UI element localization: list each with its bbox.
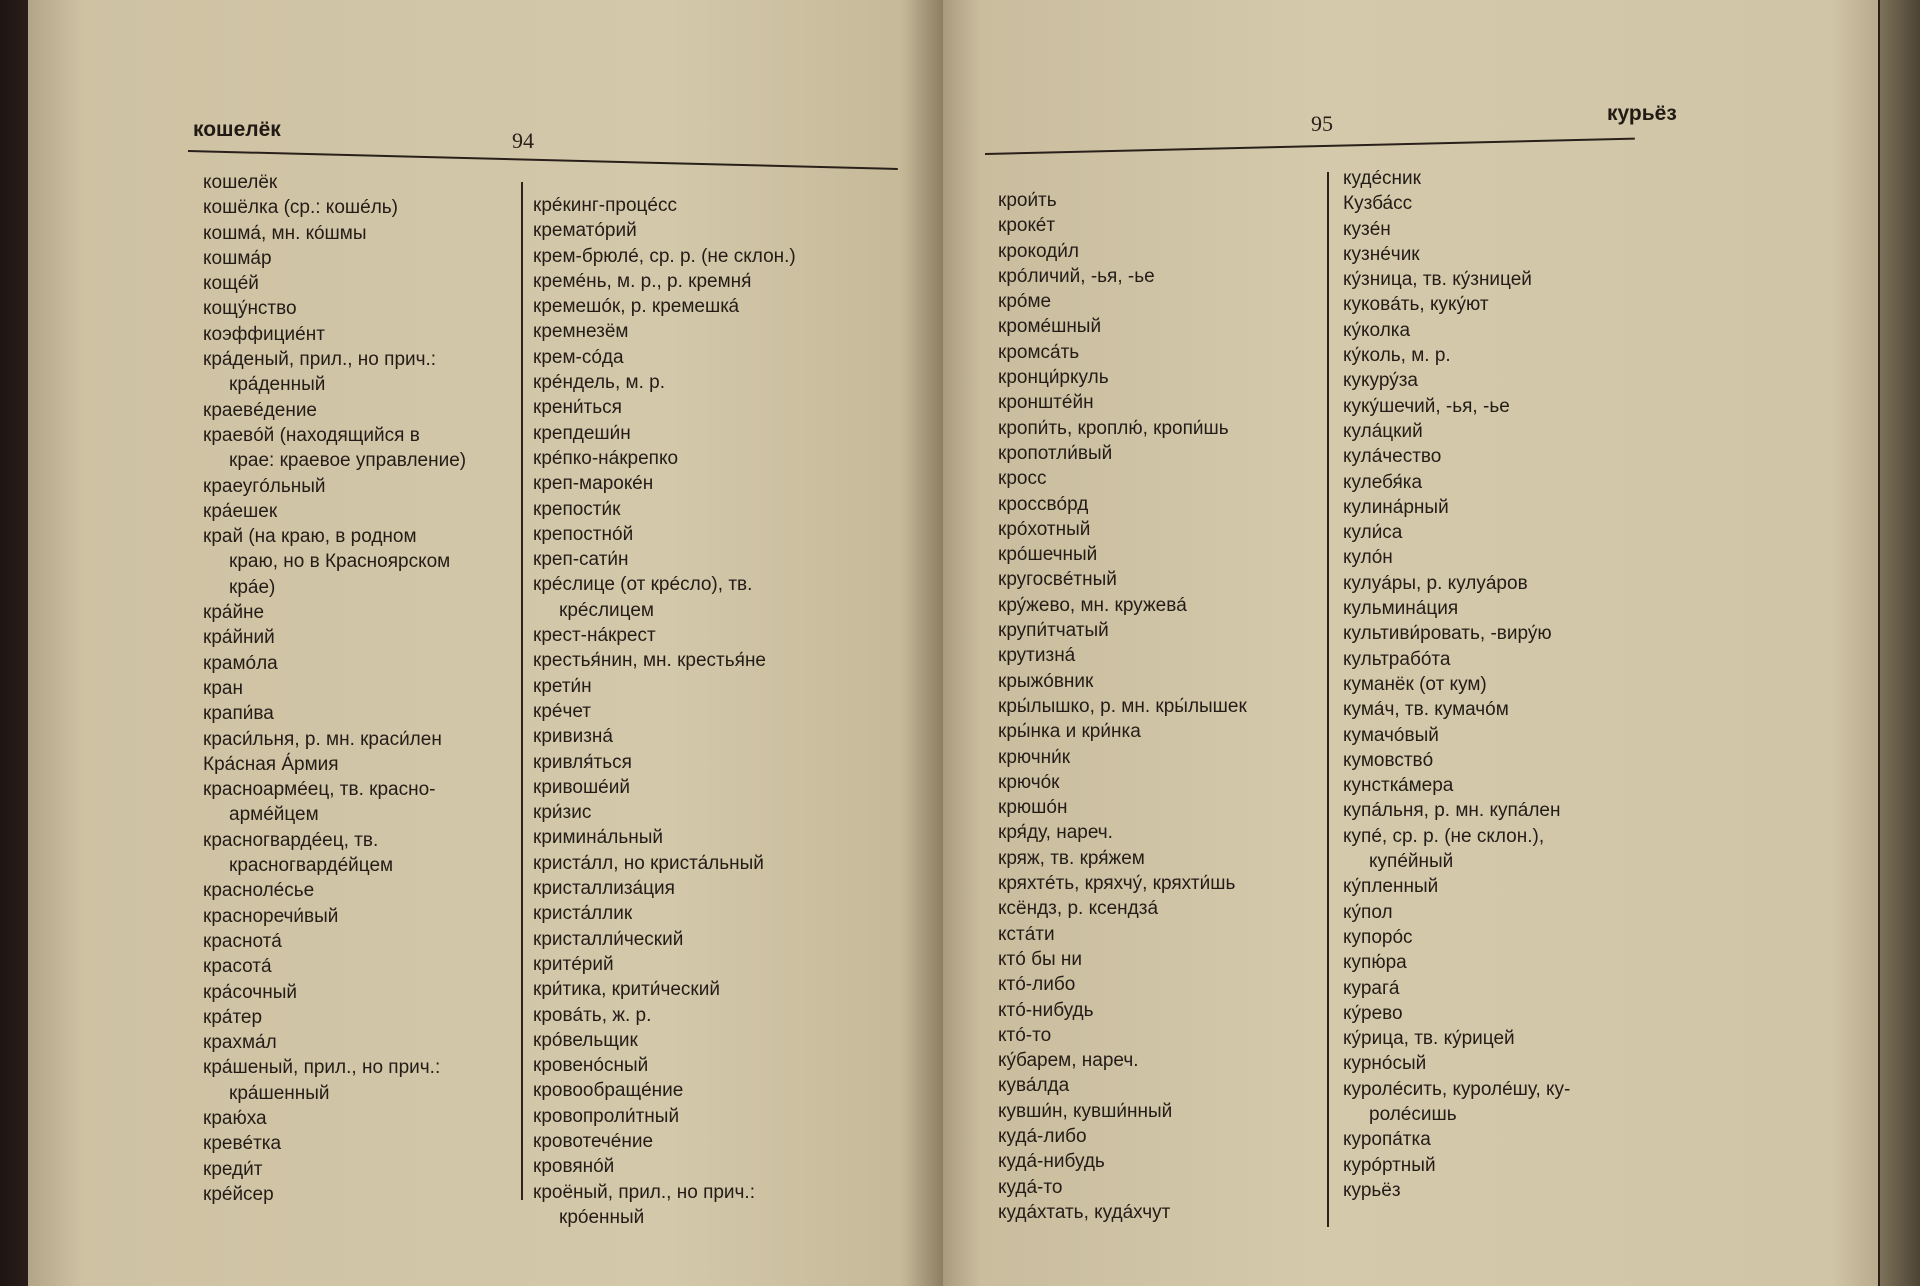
dictionary-entry: краснолéсье	[203, 880, 315, 902]
dictionary-entry: креп-марокéн	[533, 473, 654, 495]
dictionary-entry: крюшóн	[998, 797, 1068, 819]
dictionary-entry: кримина́льный	[533, 827, 663, 849]
dictionary-entry: кровенóсный	[533, 1055, 649, 1077]
dictionary-entry: кощу́нство	[203, 298, 297, 320]
dictionary-entry: кулáчество	[1343, 446, 1442, 468]
dictionary-entry: кронштéйн	[998, 392, 1094, 414]
dictionary-entry: ку́рево	[1343, 1002, 1403, 1024]
dictionary-entry: кругосвéтный	[998, 569, 1117, 591]
dictionary-entry: кронци́ркуль	[998, 367, 1109, 389]
right-page-number: 95	[1311, 111, 1333, 136]
dictionary-entry: кросс	[998, 468, 1047, 490]
dictionary-entry: кува́лда	[998, 1075, 1070, 1097]
dictionary-entry: крутизнá	[998, 645, 1076, 667]
dictionary-entry: купорóс	[1343, 926, 1413, 948]
dictionary-entry: ролéсишь	[1369, 1103, 1457, 1125]
dictionary-entry: креп-сати́н	[533, 549, 629, 571]
dictionary-entry: крае: краевое управление)	[229, 450, 467, 472]
dictionary-entry: кра́денный	[229, 374, 326, 396]
dictionary-entry: краеугóльный	[203, 475, 326, 497]
dictionary-entry: краю́ха	[203, 1107, 267, 1129]
dictionary-entry: кра́йне	[203, 602, 265, 624]
dictionary-entry: красноармéец, тв. красно-	[203, 779, 436, 801]
dictionary-entry: кривизнá	[533, 726, 613, 748]
dictionary-entry: кроёный, прил., но прич.:	[533, 1181, 755, 1203]
dictionary-entry: крéндель, м. р.	[533, 372, 665, 394]
dictionary-entry: кривошéий	[533, 776, 630, 798]
dictionary-entry: курьёз	[1343, 1179, 1401, 1201]
left-column-1	[203, 170, 538, 1207]
dictionary-entry: кувши́н, кувши́нный	[998, 1100, 1173, 1122]
dictionary-entry: кремнезём	[533, 321, 629, 343]
dictionary-entry: краси́льня, р. мн. краси́лен	[203, 728, 442, 750]
right-column-1	[998, 188, 1333, 1225]
dictionary-entry: крокéт	[998, 215, 1056, 237]
dictionary-entry: кулáцкий	[1343, 420, 1423, 442]
dictionary-entry: куманёк (от кум)	[1343, 673, 1487, 695]
dictionary-entry: армéйцем	[229, 804, 319, 826]
dictionary-entry: кромса́ть	[998, 341, 1080, 363]
dictionary-entry: крóшечный	[998, 544, 1098, 566]
dictionary-entry: купю́ра	[1343, 952, 1407, 974]
dictionary-entry: криста́лл, но криста́льный	[533, 852, 764, 874]
dictionary-entry: кули́са	[1343, 522, 1403, 544]
dictionary-entry: кузéн	[1343, 218, 1391, 240]
dictionary-entry: кра́йний	[203, 627, 275, 649]
dictionary-entry: курóртный	[1343, 1154, 1436, 1176]
dictionary-entry: крои́ть	[998, 190, 1057, 211]
dictionary-entry: крамóла	[203, 652, 278, 674]
left-page	[28, 0, 943, 1286]
dictionary-entry: крéкинг-процéсс	[533, 195, 677, 216]
dictionary-entry: крéслице (от крéсло), тв.	[533, 574, 753, 596]
dictionary-entry: криста́ллик	[533, 903, 633, 925]
dictionary-entry: кру́жево, мн. кружевá	[998, 594, 1187, 616]
dictionary-entry: кошма́р	[203, 247, 272, 269]
dictionary-entry: ку́рица, тв. ку́рицей	[1343, 1028, 1515, 1050]
dictionary-entry: кра́ешек	[203, 500, 278, 522]
right-running-head: курьёз	[1607, 102, 1677, 125]
dictionary-entry: куролéсить, куролéшу, ку-	[1343, 1078, 1571, 1100]
dictionary-entry: кровáть, ж. р.	[533, 1004, 652, 1026]
dictionary-entry: кукуру́за	[1343, 370, 1418, 392]
dictionary-entry: кудéсник	[1343, 168, 1421, 189]
dictionary-entry: кра́сочный	[203, 981, 297, 1003]
dictionary-entry: кузнéчик	[1343, 243, 1420, 265]
dictionary-entry: кромéшный	[998, 316, 1102, 338]
dictionary-entry: кры́лышко, р. мн. кры́лышек	[998, 695, 1247, 717]
dictionary-entry: крепости́к	[533, 498, 621, 520]
dictionary-entry: кра́деный, прил., но прич.:	[203, 349, 437, 371]
dictionary-entry: крéйсер	[203, 1183, 274, 1205]
dictionary-entry: кумачóвый	[1343, 724, 1439, 746]
dictionary-entry: критéрий	[533, 953, 614, 975]
dictionary-entry: кры́нка и кри́нка	[998, 721, 1141, 743]
dictionary-entry: кошелёк	[203, 172, 278, 193]
dictionary-entry: ку́коль, м. р.	[1343, 345, 1451, 367]
dictionary-entry: крючóк	[998, 771, 1060, 793]
dictionary-entry: красноречи́вый	[203, 905, 339, 927]
dictionary-entry: купáльня, р. мн. купáлен	[1343, 800, 1561, 822]
dictionary-entry: кудá-то	[998, 1176, 1063, 1198]
dictionary-entry: ку́барем, нареч.	[998, 1050, 1139, 1072]
dictionary-entry: кропи́ть, кроплю́, кропи́шь	[998, 417, 1229, 439]
dictionary-entry: крепдеши́н	[533, 422, 631, 444]
dictionary-entry: ку́зница, тв. ку́зницей	[1343, 269, 1532, 291]
dictionary-entry: кряхтéть, кряхчу́, кряхти́шь	[998, 873, 1236, 895]
dictionary-entry: кудá-либо	[998, 1125, 1087, 1147]
dictionary-entry: кря́ду, нареч.	[998, 822, 1113, 844]
dictionary-entry: крыжóвник	[998, 670, 1094, 692]
dictionary-entry: крéслицем	[559, 599, 654, 621]
right-header-rule	[985, 138, 1635, 155]
dictionary-entry: кощéй	[203, 273, 259, 295]
dictionary-entry: кстáти	[998, 923, 1055, 945]
left-column-divider	[521, 182, 523, 1200]
dictionary-entry: кровообращéние	[533, 1080, 684, 1102]
dictionary-entry: кропотли́вый	[998, 442, 1113, 464]
dictionary-entry: ку́пол	[1343, 901, 1393, 923]
dictionary-entry: кровотечéние	[533, 1130, 654, 1152]
dictionary-entry: крáе)	[229, 576, 276, 598]
dictionary-entry: кри́зис	[533, 802, 592, 824]
dictionary-entry: кудá-нибудь	[998, 1151, 1105, 1173]
right-column-2	[1343, 166, 1723, 1203]
dictionary-entry: крóхотный	[998, 518, 1091, 540]
dictionary-entry: красотá	[203, 956, 272, 978]
dictionary-entry: крепостнóй	[533, 523, 634, 545]
dictionary-entry: кулóн	[1343, 547, 1393, 569]
dictionary-entry: кошёлка (ср.: кошéль)	[203, 197, 399, 219]
dictionary-entry: ктó-то	[998, 1024, 1052, 1046]
dictionary-entry: куковáть, куку́ют	[1343, 294, 1489, 316]
dictionary-entry: край (на краю, в родном	[203, 526, 417, 548]
left-running-head: кошелёк	[193, 118, 281, 141]
dictionary-entry: крóенный	[559, 1206, 645, 1228]
dictionary-entry: кристаллиза́ция	[533, 878, 675, 900]
dictionary-entry: краю, но в Красноярском	[229, 551, 451, 573]
table-surface-right	[1880, 0, 1920, 1286]
dictionary-entry: краевóй (находящийся в	[203, 424, 420, 446]
dictionary-entry: Кра́сная А́рмия	[203, 753, 339, 775]
dictionary-entry: кран	[203, 677, 243, 699]
dictionary-entry: курнóсый	[1343, 1053, 1427, 1075]
dictionary-entry: культиви́ровать, -виру́ю	[1343, 623, 1552, 645]
dictionary-entry: крени́ться	[533, 397, 622, 419]
dictionary-entry: кра́шенный	[229, 1082, 330, 1104]
dictionary-entry: кошма́, мн. кóшмы	[203, 222, 367, 244]
dictionary-entry: культрабóта	[1343, 648, 1451, 670]
dictionary-entry: кровянóй	[533, 1156, 615, 1178]
left-column-2	[533, 193, 928, 1230]
dictionary-entry: кри́тика, крити́ческий	[533, 979, 720, 1001]
dictionary-entry: ктó бы ни	[998, 948, 1082, 970]
dictionary-entry: крючни́к	[998, 746, 1071, 768]
dictionary-entry: купé, ср. р. (не склон.),	[1343, 825, 1545, 847]
dictionary-entry: красногвардéйцем	[229, 855, 394, 877]
dictionary-entry: крем-брюлé, ср. р. (не склон.)	[533, 245, 796, 267]
dictionary-entry: кривля́ться	[533, 751, 632, 773]
dictionary-entry: кроссвóрд	[998, 493, 1089, 515]
dictionary-entry: куку́шечий, -ья, -ье	[1343, 395, 1510, 417]
dictionary-entry: купéйный	[1369, 851, 1454, 873]
dictionary-entry: кровопроли́тный	[533, 1105, 680, 1127]
dictionary-entry: кремéнь, м. р., р. кремня́	[533, 270, 752, 292]
dictionary-entry: крапи́ва	[203, 703, 274, 725]
dictionary-entry: кульминáция	[1343, 598, 1459, 620]
dictionary-entry: кремешóк, р. кремешкá	[533, 296, 740, 318]
dictionary-entry: кулебя́ка	[1343, 471, 1423, 493]
dictionary-entry: крем-сóда	[533, 346, 624, 368]
dictionary-entry: крокоди́л	[998, 240, 1079, 262]
dictionary-entry: кристалли́ческий	[533, 928, 684, 950]
dictionary-entry: крóме	[998, 291, 1052, 313]
dictionary-entry: краевéдение	[203, 399, 317, 421]
dictionary-entry: крóвельщик	[533, 1029, 638, 1051]
dictionary-entry: кревéтка	[203, 1133, 282, 1155]
dictionary-entry: куропáтка	[1343, 1129, 1431, 1151]
dictionary-entry: краснотá	[203, 930, 282, 952]
dictionary-entry: крети́н	[533, 675, 592, 697]
dictionary-entry: кулина́рный	[1343, 496, 1449, 518]
left-page-number: 94	[512, 128, 534, 153]
dictionary-entry: крупи́тчатый	[998, 620, 1109, 642]
dictionary-entry: ктó-нибудь	[998, 999, 1094, 1021]
right-column-divider	[1327, 172, 1329, 1227]
dictionary-entry: крестья́нин, мн. крестья́не	[533, 650, 767, 672]
dictionary-entry: крест-нáкрест	[533, 625, 656, 647]
dictionary-entry: кулуáры, р. кулуáров	[1343, 572, 1528, 594]
right-page	[943, 0, 1878, 1286]
dictionary-entry: коэффициéнт	[203, 323, 325, 345]
dictionary-entry: кумовствó	[1343, 749, 1434, 771]
dictionary-entry: кряж, тв. кря́жем	[998, 847, 1145, 869]
dictionary-entry: ктó-либо	[998, 974, 1076, 996]
dictionary-entry: ку́пленный	[1343, 876, 1439, 898]
dictionary-entry: кунсткáмера	[1343, 775, 1454, 797]
dictionary-entry: крематóрий	[533, 220, 637, 242]
dictionary-entry: крéчет	[533, 700, 591, 722]
dictionary-entry: Кузба́сс	[1343, 193, 1413, 215]
dictionary-entry: красногвардéец, тв.	[203, 829, 379, 851]
dictionary-entry: ку́колка	[1343, 319, 1411, 341]
dictionary-entry: крахма́л	[203, 1032, 277, 1054]
left-header-rule	[188, 150, 898, 170]
dictionary-entry: кудáхтать, кудáхчут	[998, 1201, 1171, 1223]
dictionary-entry: кра́шеный, прил., но прич.:	[203, 1057, 441, 1079]
dictionary-entry: крéпко-нáкрепко	[533, 447, 679, 469]
dictionary-entry: кумáч, тв. кумачóм	[1343, 699, 1509, 721]
dictionary-entry: крóличий, -ья, -ье	[998, 265, 1155, 287]
dictionary-entry: креди́т	[203, 1158, 263, 1180]
dictionary-entry: курагá	[1343, 977, 1400, 999]
dictionary-entry: кра́тер	[203, 1006, 263, 1028]
dictionary-entry: ксёндз, р. ксендзá	[998, 898, 1159, 920]
